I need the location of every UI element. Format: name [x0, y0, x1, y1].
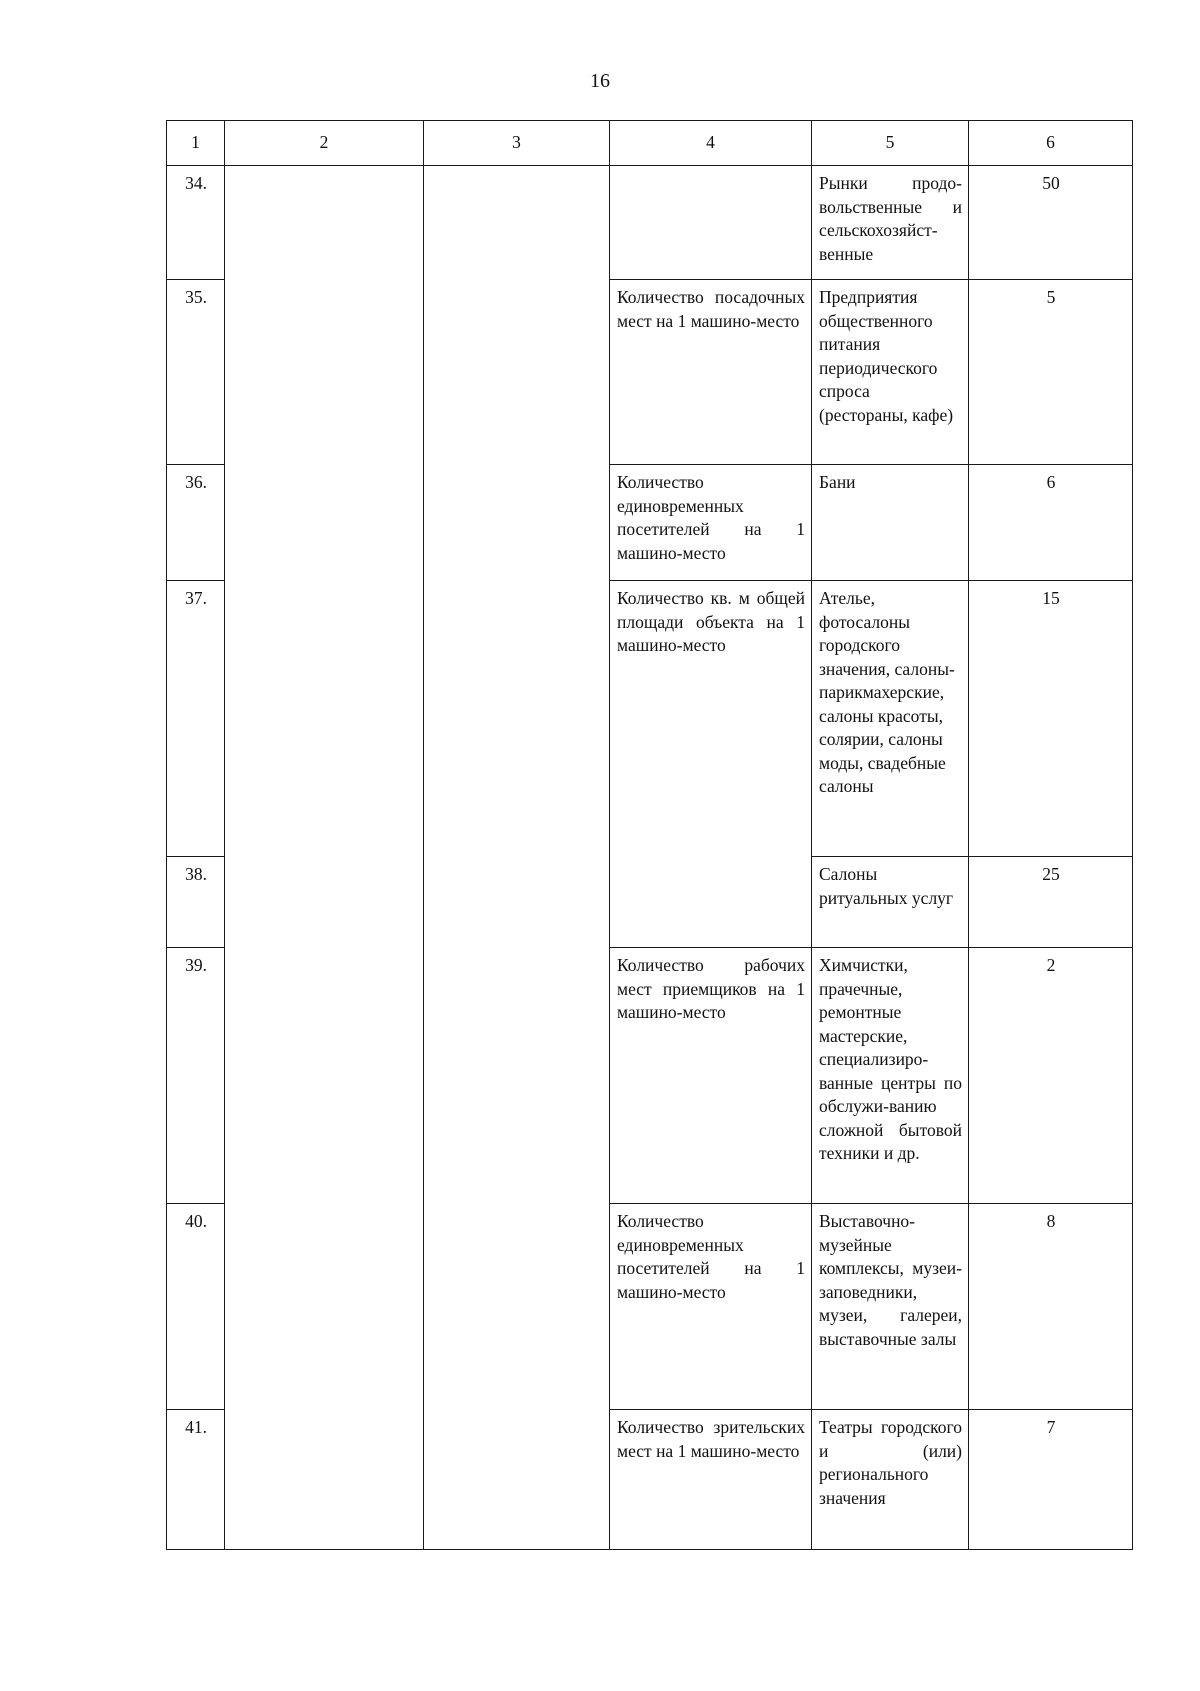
- column-header-4: 4: [610, 121, 812, 166]
- value-cell: 15: [969, 581, 1133, 857]
- column-header-2: 2: [225, 121, 424, 166]
- value-cell: 25: [969, 857, 1133, 948]
- indicator-cell: [610, 166, 812, 280]
- object-type-cell: Химчистки, прачечные, ремонтные мастерские, специализиро-ванные центры по обслужи-ванию сложной бытовой техники и др.: [812, 948, 969, 1204]
- row-number: 40.: [167, 1204, 225, 1410]
- object-type-cell: Салоны ритуальных услуг: [812, 857, 969, 948]
- indicator-cell: Количество посадочных мест на 1 машино-место: [610, 280, 812, 465]
- column-header-6: 6: [969, 121, 1133, 166]
- row-number: 36.: [167, 465, 225, 581]
- object-type-cell: Театры городского и (или) регионального значения: [812, 1410, 969, 1550]
- row-number: 39.: [167, 948, 225, 1204]
- row-number: 38.: [167, 857, 225, 948]
- column-header-5: 5: [812, 121, 969, 166]
- standards-table: [166, 120, 1133, 1550]
- value-cell: 50: [969, 166, 1133, 280]
- object-type-cell: Рынки продо-вольственные и сельскохозяйст-венные: [812, 166, 969, 280]
- indicator-cell: Количество единовременных посетителей на 1 машино-место: [610, 465, 812, 581]
- indicator-cell: Количество кв. м общей площади объекта на 1 машино-место: [610, 581, 812, 948]
- object-type-cell: Ателье, фотосалоны городского значения, салоны-парикмахерские, салоны красоты, солярии, салоны моды, свадебные салоны: [812, 581, 969, 857]
- column-2-blank: [225, 166, 424, 1550]
- object-type-cell: Бани: [812, 465, 969, 581]
- column-3-blank: [424, 166, 610, 1550]
- value-cell: 2: [969, 948, 1133, 1204]
- row-number: 34.: [167, 166, 225, 280]
- header-row: [167, 121, 1133, 166]
- indicator-cell: Количество рабочих мест приемщиков на 1 машино-место: [610, 948, 812, 1204]
- column-header-1: 1: [167, 121, 225, 166]
- column-header-3: 3: [424, 121, 610, 166]
- row-number: 35.: [167, 280, 225, 465]
- table-row: [167, 166, 1133, 280]
- value-cell: 7: [969, 1410, 1133, 1550]
- value-cell: 8: [969, 1204, 1133, 1410]
- row-number: 41.: [167, 1410, 225, 1550]
- page-number: 16: [590, 70, 610, 92]
- value-cell: 6: [969, 465, 1133, 581]
- object-type-cell: Выставочно-музейные комплексы, музеи-заповедники, музеи, галереи, выставочные залы: [812, 1204, 969, 1410]
- object-type-cell: Предприятия общественного питания периодического спроса (рестораны, кафе): [812, 280, 969, 465]
- indicator-cell: Количество зрительских мест на 1 машино-место: [610, 1410, 812, 1550]
- indicator-cell: Количество единовременных посетителей на 1 машино-место: [610, 1204, 812, 1410]
- value-cell: 5: [969, 280, 1133, 465]
- row-number: 37.: [167, 581, 225, 857]
